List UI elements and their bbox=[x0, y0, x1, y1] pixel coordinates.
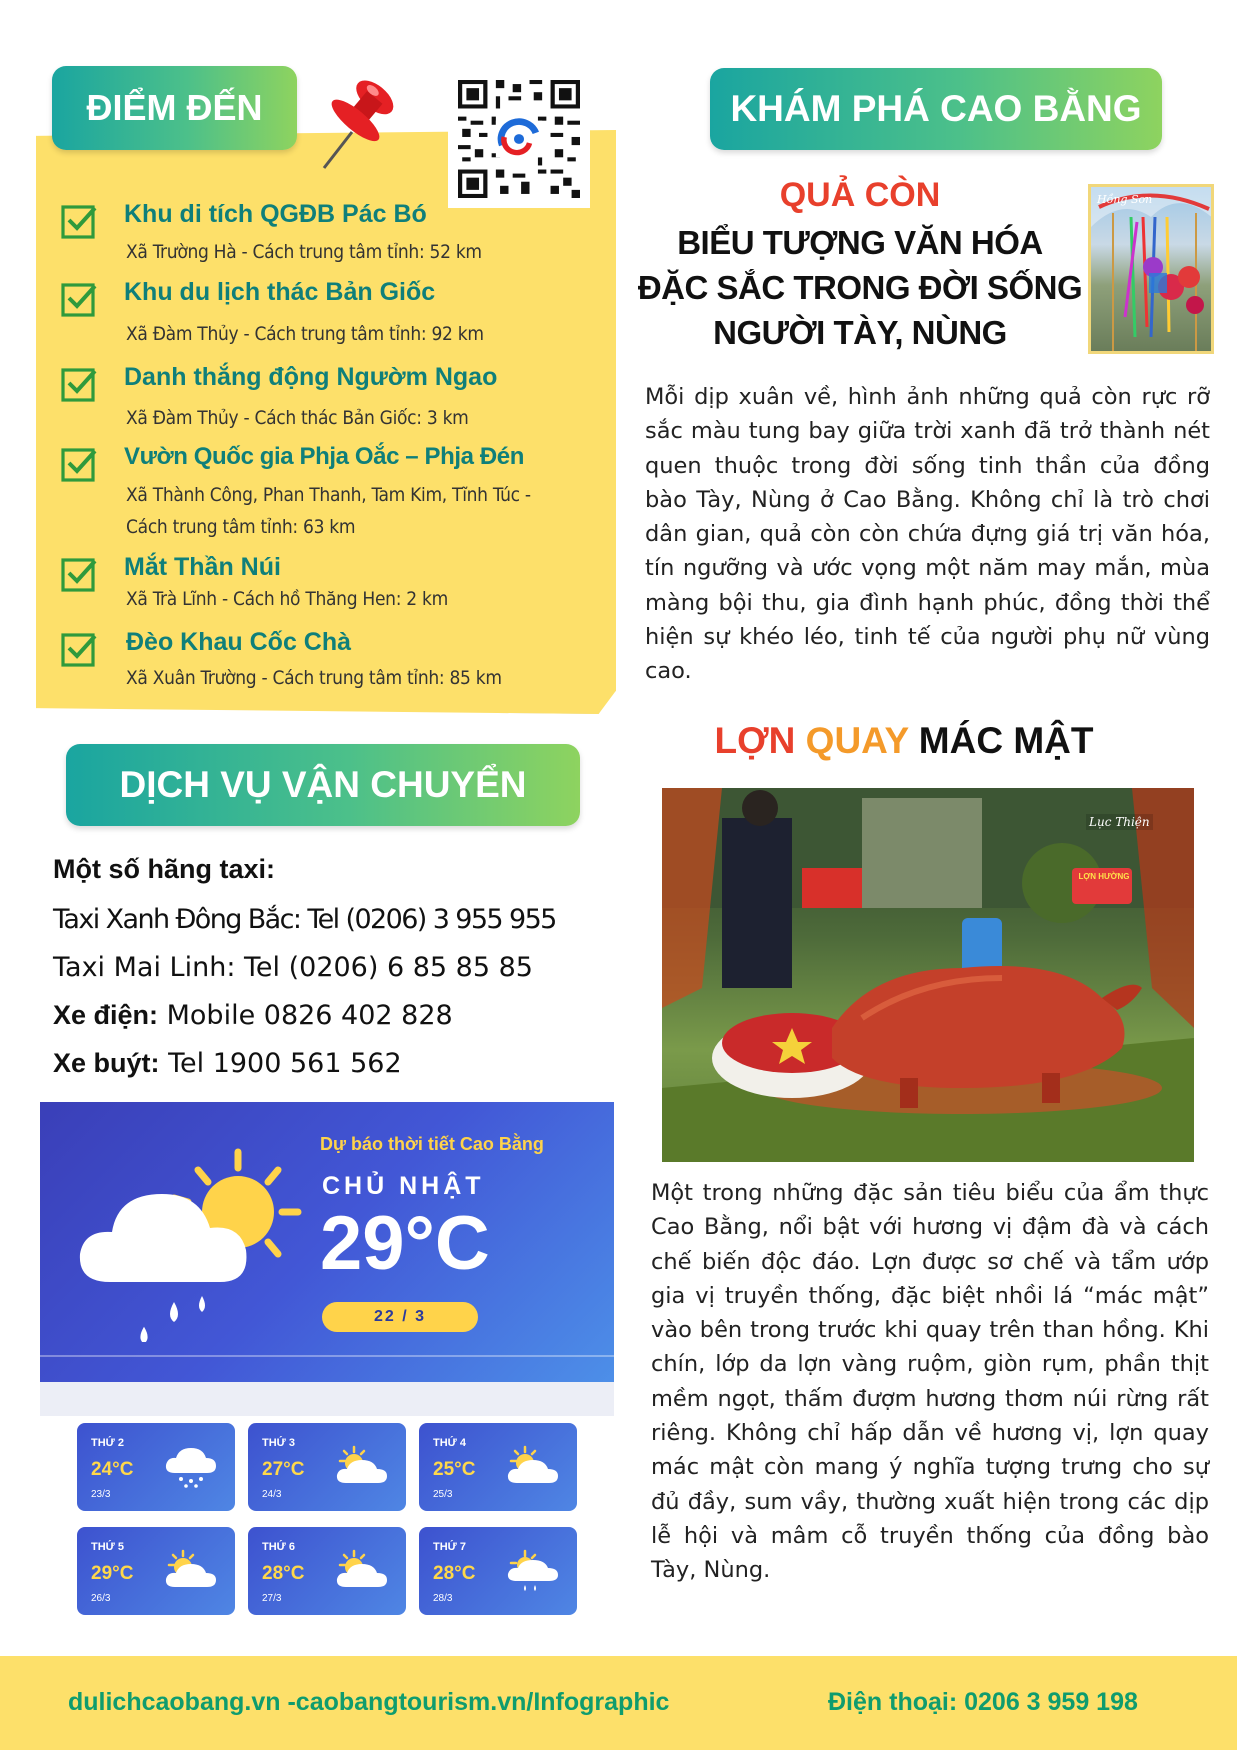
destination-name: Vườn Quốc gia Phja Oắc – Phja Đén bbox=[124, 443, 525, 470]
footer-phone: Điện thoại: 0206 3 959 198 bbox=[828, 1688, 1138, 1716]
forecast-date: 28/3 bbox=[433, 1593, 453, 1604]
sun-cloud-icon bbox=[332, 1549, 392, 1593]
lon-quay-body: Một trong những đặc sản tiêu biểu của ẩm thực Cao Bằng, nổi bật với hương vị đậm đà và cách chế biến độc đáo. Lợn được sơ chế và tẩm ướp gia vị truyền thống, đặc biệt nhồi lá “mác mật” vào bên trong trước khi quay trên than hồng. Khi chín, lớp da lợn vàng ruộm, giòn rụm, phần thịt mềm ngọt, thấm đượm hương thơm núi rừng rất riêng. Không chỉ hấp dẫn về hương vị, lợn quay mác mật còn mang ý nghĩa tượng trưng cho sự đủ đầy, sum vầy, thường xuất hiện trong các dịp lễ hội và mâm cỗ truyền thống của đồng bào Tày, Nùng. bbox=[651, 1180, 1209, 1584]
destination-name: Đèo Khau Cốc Chà bbox=[126, 628, 352, 656]
roast-pig-illustration bbox=[662, 788, 1194, 1162]
lon-quay-title-red: LỢN bbox=[714, 720, 806, 761]
roast-pig-photo bbox=[662, 788, 1194, 1162]
forecast-day: THỨ 7 bbox=[433, 1541, 466, 1553]
forecast-temp: 29°C bbox=[91, 1563, 134, 1584]
forecast-temp: 24°C bbox=[91, 1459, 134, 1480]
destination-name: Mắt Thần Núi bbox=[124, 553, 281, 581]
forecast-date: 27/3 bbox=[262, 1593, 282, 1604]
qua-con-title bbox=[620, 220, 1100, 355]
checkbox-icon bbox=[60, 280, 98, 318]
destination-detail: Xã Trà Lĩnh - Cách hồ Thăng Hen: 2 km bbox=[126, 588, 448, 610]
forecast-day: THỨ 2 bbox=[91, 1437, 124, 1449]
forecast-card bbox=[77, 1527, 235, 1615]
qua-con-title-line3: NGƯỜI TÀY, NÙNG bbox=[713, 314, 1007, 351]
transport-heading bbox=[66, 744, 580, 826]
explore-heading bbox=[710, 68, 1162, 150]
lon-quay-title-black: MÁC MẬT bbox=[918, 720, 1094, 761]
qua-con-photo bbox=[1088, 184, 1214, 354]
destination-detail: Xã Thành Công, Phan Thanh, Tam Kim, Tĩnh Túc - Cách trung tâm tỉnh: 63 km bbox=[126, 484, 531, 538]
qua-con-photo-credit: Hồng Sơn bbox=[1097, 193, 1153, 206]
destination-detail: Xã Xuân Trường - Cách trung tâm tỉnh: 85 km bbox=[126, 667, 502, 689]
sun-cloud-icon bbox=[332, 1445, 392, 1489]
taxi-mai-linh: Taxi Mai Linh: Tel (0206) 6 85 85 85 bbox=[53, 952, 533, 983]
destination-name: Danh thắng động Ngườm Ngao bbox=[124, 363, 498, 391]
forecast-date: 24/3 bbox=[262, 1489, 282, 1500]
forecast-day: THỨ 3 bbox=[262, 1437, 295, 1449]
forecast-temp: 28°C bbox=[262, 1563, 305, 1584]
destinations-heading bbox=[52, 66, 297, 150]
electric-car-line bbox=[53, 1000, 453, 1031]
forecast-card bbox=[419, 1527, 577, 1615]
qua-con-title-line1: BIỂU TƯỢNG VĂN HÓA bbox=[677, 224, 1043, 261]
destination-name: Khu du lịch thác Bản Giốc bbox=[124, 278, 436, 306]
roast-pig-photo-credit: Lục Thiện bbox=[1086, 814, 1153, 830]
destination-detail: Xã Đàm Thủy - Cách thác Bản Giốc: 3 km bbox=[126, 407, 469, 429]
forecast-card bbox=[77, 1423, 235, 1511]
qua-con-title-line2: ĐẶC SẮC TRONG ĐỜI SỐNG bbox=[637, 269, 1083, 306]
bus-value: Tel 1900 561 562 bbox=[159, 1048, 402, 1079]
destinations-heading-text: ĐIỂM ĐẾN bbox=[86, 87, 263, 128]
footer-bar bbox=[0, 1656, 1237, 1750]
checkbox-icon bbox=[60, 630, 98, 668]
destination-detail: Xã Đàm Thủy - Cách trung tâm tỉnh: 92 km bbox=[126, 323, 484, 345]
checkbox-icon bbox=[60, 365, 98, 403]
rain-cloud-icon bbox=[161, 1445, 221, 1489]
explore-heading-text: KHÁM PHÁ CAO BẰNG bbox=[730, 88, 1142, 129]
taxi-label: Một số hãng taxi: bbox=[53, 854, 275, 884]
weather-divider bbox=[40, 1355, 614, 1357]
sun-cloud-icon bbox=[503, 1445, 563, 1489]
qua-con-body: Mỗi dịp xuân về, hình ảnh những quả còn rực rỡ sắc màu tung bay giữa trời xanh đã trở thành nét quen thuộc trong đời sống tinh thần của đồng bào Tày, Nùng ở Cao Bằng. Không chỉ là trò chơi dân gian, quả còn còn chứa đựng giá trị văn hóa, tín ngưỡng và ước vọng một năm may mắn, mùa màng bội thu, gia đình hạnh phúc, đồng thời thể hiện sự khéo léo, tinh tế của người phụ nữ vùng cao. bbox=[645, 384, 1210, 685]
weather-date-badge bbox=[322, 1302, 478, 1332]
forecast-date: 26/3 bbox=[91, 1593, 111, 1604]
bus-line bbox=[53, 1048, 402, 1079]
forecast-day: THỨ 6 bbox=[262, 1541, 295, 1553]
qua-con-photo-illustration bbox=[1091, 187, 1214, 354]
ev-value: Mobile 0826 402 828 bbox=[158, 1000, 453, 1031]
forecast-date: 25/3 bbox=[433, 1489, 453, 1500]
roast-pig-photo-sign: LỢN HƯỜNG bbox=[1078, 872, 1130, 881]
weather-temp: 29°C bbox=[320, 1201, 490, 1286]
forecast-card bbox=[248, 1423, 406, 1511]
qua-con-kicker: QUẢ CÒN bbox=[779, 176, 941, 214]
forecast-temp: 28°C bbox=[433, 1563, 476, 1584]
checkbox-icon bbox=[60, 555, 98, 593]
qr-code bbox=[448, 70, 590, 208]
lon-quay-title bbox=[620, 720, 1188, 762]
weather-title: Dự báo thời tiết Cao Bằng bbox=[320, 1134, 544, 1154]
forecast-temp: 25°C bbox=[433, 1459, 476, 1480]
sun-cloud-icon bbox=[161, 1549, 221, 1593]
forecast-day: THỨ 5 bbox=[91, 1541, 124, 1553]
qr-code-icon bbox=[458, 80, 580, 198]
lon-quay-title-orange: QUAY bbox=[805, 720, 919, 761]
destination-name: Khu di tích QGĐB Pác Bó bbox=[124, 200, 427, 228]
checkbox-icon bbox=[60, 445, 98, 483]
weather-strip bbox=[40, 1382, 614, 1416]
forecast-day: THỨ 4 bbox=[433, 1437, 466, 1449]
ev-label: Xe điện: bbox=[53, 1000, 159, 1030]
forecast-date: 23/3 bbox=[91, 1489, 111, 1500]
forecast-temp: 27°C bbox=[262, 1459, 305, 1480]
weather-day: CHỦ NHẬT bbox=[322, 1172, 485, 1200]
footer-website[interactable]: dulichcaobang.vn -caobangtourism.vn/Infographic bbox=[68, 1688, 670, 1716]
sun-rain-cloud-icon bbox=[503, 1549, 563, 1593]
taxi-xanh-dong-bac: Taxi Xanh Đông Bắc: Tel (0206) 3 955 955 bbox=[53, 904, 556, 935]
transport-heading-text: DỊCH VỤ VẬN CHUYỂN bbox=[119, 764, 527, 805]
forecast-card bbox=[419, 1423, 577, 1511]
weather-today-panel bbox=[40, 1102, 614, 1382]
checkbox-icon bbox=[60, 202, 98, 240]
weather-date: 22 / 3 bbox=[373, 1308, 427, 1325]
destination-detail: Xã Trường Hà - Cách trung tâm tỉnh: 52 km bbox=[126, 241, 482, 263]
forecast-card bbox=[248, 1527, 406, 1615]
bus-label: Xe buýt: bbox=[53, 1048, 160, 1078]
pushpin-icon bbox=[300, 70, 410, 180]
sun-cloud-rain-icon bbox=[70, 1142, 320, 1342]
